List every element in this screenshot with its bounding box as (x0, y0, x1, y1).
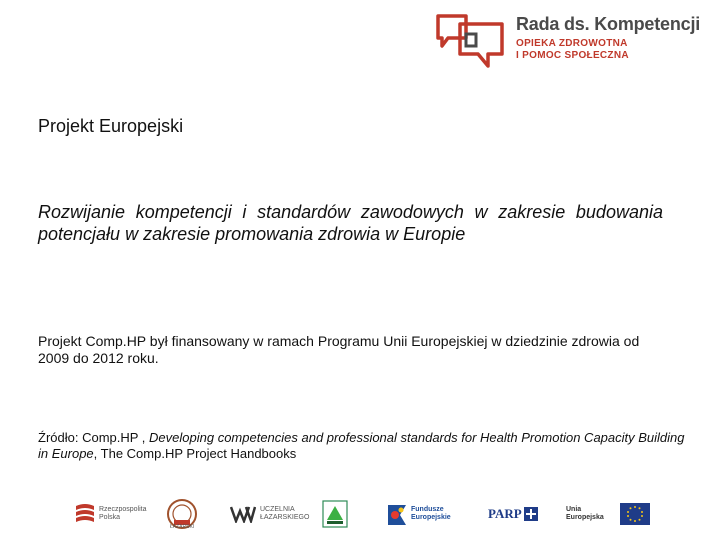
green-logo (322, 496, 348, 532)
parp-logo: PARP (488, 496, 538, 532)
section-eyebrow: Projekt Europejski (38, 116, 184, 136)
polish-republic-fund-logo: Rzeczpospolita Polska (74, 496, 139, 532)
rada-logo (432, 12, 702, 70)
logo-subtitle-line-1: OPIEKA ZDROWOTNA (516, 38, 628, 49)
logo-subtitle (516, 38, 629, 62)
logo-subtitle-line-2: I POMOC SPOŁECZNA (516, 50, 629, 61)
body-paragraph: Projekt Comp.HP był finansowany w ramach Programu Unii Europejskiej w dziedzinie zdrowia od 2009 do 2012 roku. (38, 333, 640, 366)
speech-bubbles-icon (432, 12, 508, 70)
green-leaf-icon (322, 500, 348, 528)
lazarski-logo: ŁAZARSKI (166, 496, 198, 532)
source-handbook: The Comp.HP Project Handbooks (100, 446, 297, 461)
parp-mark-icon (524, 507, 538, 521)
uczelnia-lazarskiego-logo: UCZELNIA ŁAZARSKIEGO (230, 496, 298, 532)
source-separator: , (93, 446, 101, 461)
document-title: Rozwijanie kompetencji i standardów zawodowych w zakresie budowania potencjału w zakresie promowania zdrowia w Europie (38, 202, 663, 244)
eu-flag-icon (620, 503, 650, 525)
source-label: Źródło: Comp.HP , (38, 430, 150, 445)
fundusze-europejskie-logo: Fundusze Europejskie (386, 496, 455, 532)
partner-logos-bar (0, 496, 720, 536)
unia-europejska-logo: Unia Europejska (566, 496, 650, 532)
polish-flag-waves-icon (74, 502, 96, 526)
source-title: Developing competencies and professional standards for Health Promotion Capacity Building in Europe (38, 430, 685, 461)
fundusze-star-icon (386, 501, 408, 527)
uczelnia-w-icon (230, 505, 256, 523)
source-citation (38, 430, 688, 462)
logo-name: Rada ds. Kompetencji (516, 14, 701, 34)
